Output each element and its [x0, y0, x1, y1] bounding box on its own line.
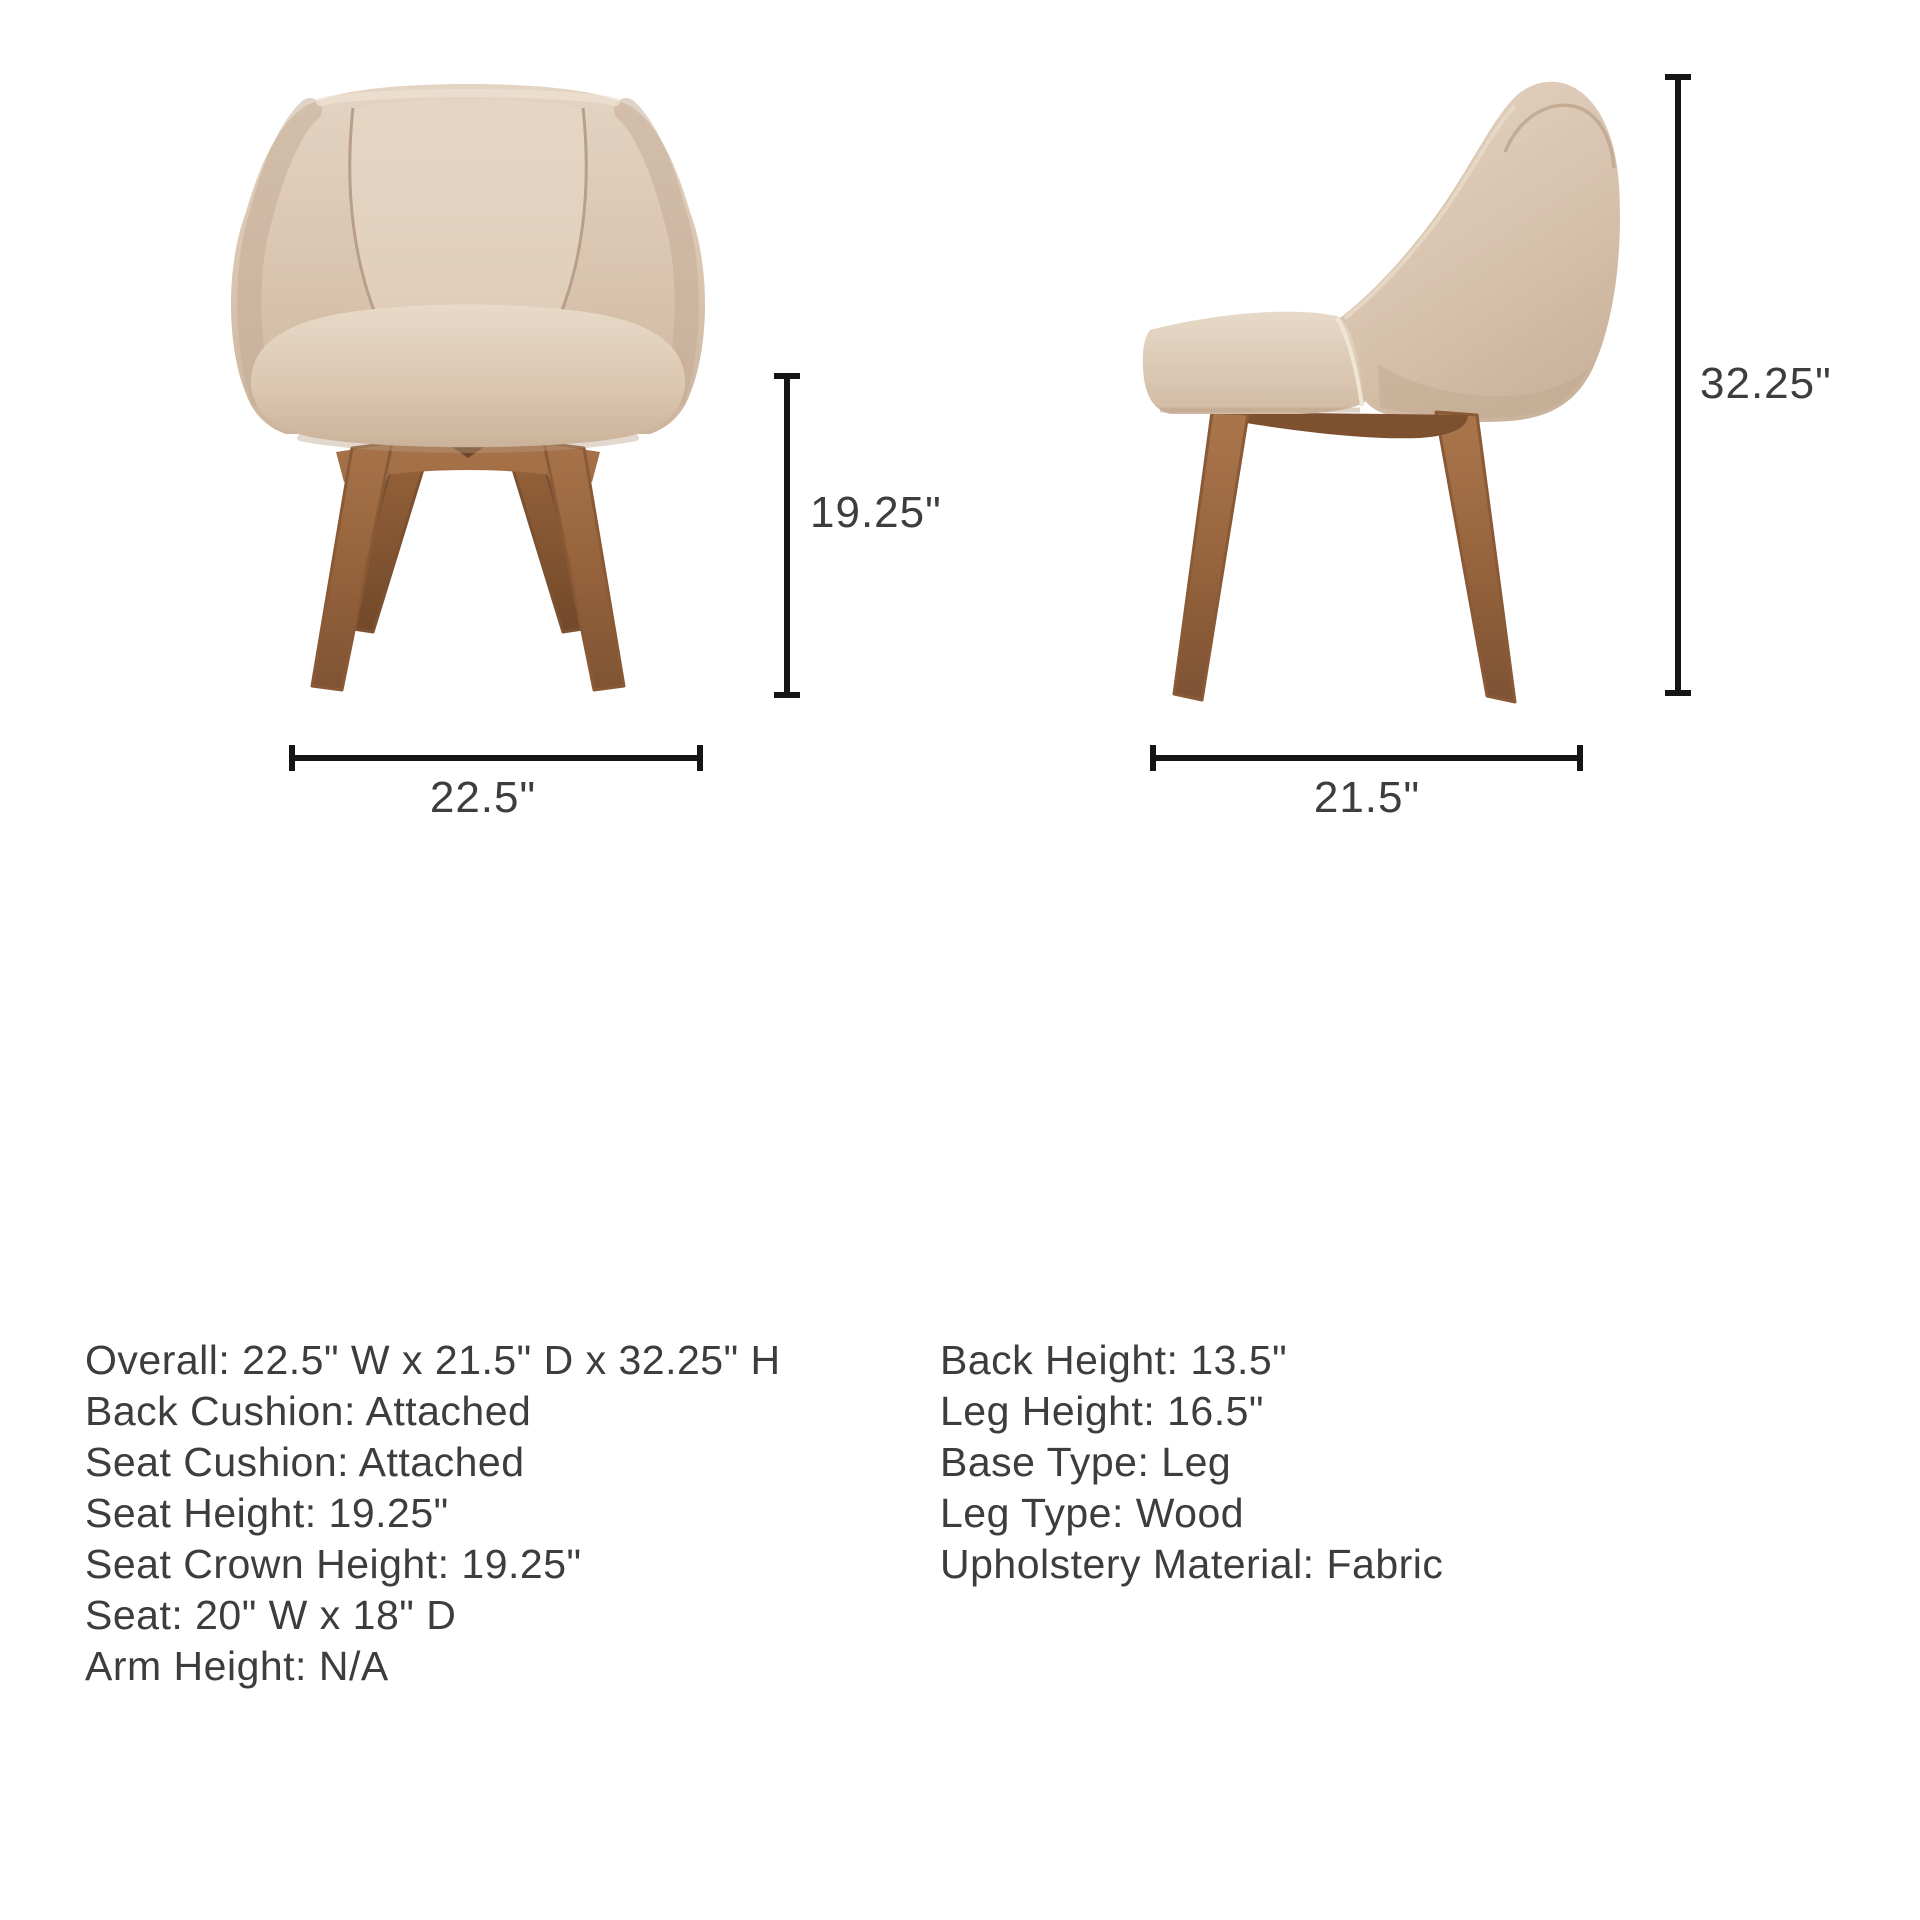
dimension-overall-height — [1665, 77, 1691, 693]
dimension-seat-height — [774, 376, 800, 695]
side-view-rear-leg — [1436, 412, 1515, 702]
dimension-label-side-depth: 21.5" — [1313, 773, 1421, 822]
side-seat-cushion — [1143, 312, 1365, 414]
spec-arm-height: Arm Height: N/A — [85, 1643, 389, 1689]
dimension-label-seat-height: 19.25" — [810, 488, 942, 537]
side-view-front-leg — [1174, 412, 1248, 700]
dimension-label-front-width: 22.5" — [429, 773, 537, 822]
chair-front-view — [231, 84, 705, 690]
spec-leg-height: Leg Height: 16.5" — [940, 1388, 1264, 1434]
front-seat-cushion — [251, 305, 685, 448]
chair-side-view — [1143, 82, 1620, 702]
spec-column-right — [940, 1335, 1443, 1590]
dimension-label-overall-height: 32.25" — [1700, 359, 1832, 408]
spec-base-type: Base Type: Leg — [940, 1439, 1232, 1485]
spec-upholstery-material: Upholstery Material: Fabric — [940, 1541, 1444, 1587]
spec-seat-size: Seat: 20" W x 18" D — [85, 1592, 457, 1638]
spec-seat-cushion: Seat Cushion: Attached — [85, 1439, 525, 1485]
dimension-front-width — [292, 745, 700, 771]
spec-back-cushion: Back Cushion: Attached — [85, 1388, 532, 1434]
dimension-side-depth — [1153, 745, 1580, 771]
side-view-brace — [1212, 412, 1468, 438]
spec-column-left — [85, 1335, 781, 1692]
spec-leg-type: Leg Type: Wood — [940, 1490, 1245, 1536]
spec-seat-crown-height: Seat Crown Height: 19.25" — [85, 1541, 582, 1587]
spec-back-height: Back Height: 13.5" — [940, 1337, 1288, 1383]
spec-seat-height: Seat Height: 19.25" — [85, 1490, 449, 1536]
spec-overall: Overall: 22.5" W x 21.5" D x 32.25" H — [85, 1337, 781, 1383]
